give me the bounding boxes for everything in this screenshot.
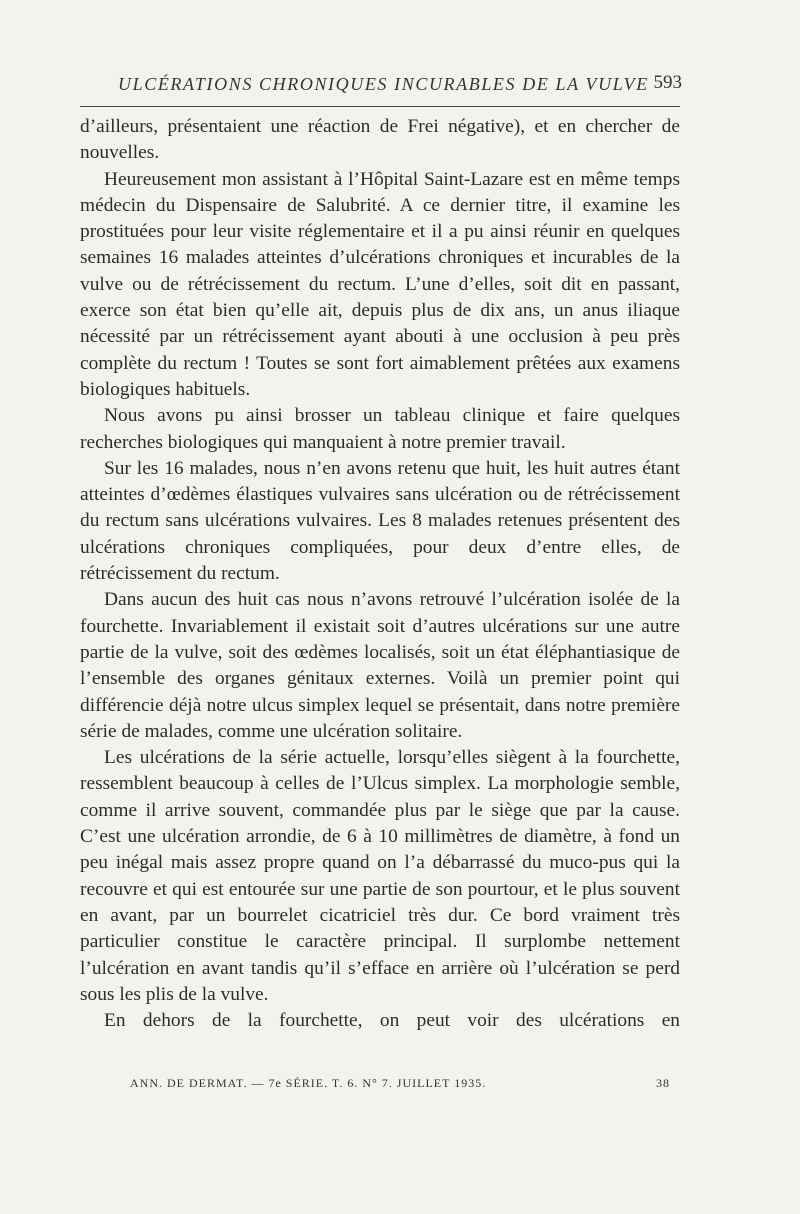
paragraph: Sur les 16 malades, nous n’en avons retenu que huit, les huit autres étant atteintes d’œdèmes élastiques vulvaires sans ulcération ou de rétrécissement du rectum sans ulcérations vulvaires. Les 8 malades retenues présentent des ulcérations chroniques compliquées, pour deux d’entre elles, de rétrécissement du rectum. (80, 457, 680, 585)
page-footer (130, 1076, 670, 1096)
page-number: 593 (653, 72, 682, 93)
paragraph: Dans aucun des huit cas nous n’avons retrouvé l’ulcération isolée de la fourchette. Invariablement il existait soit d’autres ulcérations sur une autre partie de la vulve, soit des œdèmes localisés, soit un état éléphantiasique de l’ensemble des organes génitaux externes. Voilà un premier point qui différencie déjà notre ulcus simplex lequel se présentait, dans notre première série de malades, comme une ulcération solitaire. (80, 589, 680, 742)
page-header (78, 74, 682, 104)
paragraph: Heureusement mon assistant à l’Hôpital Saint-Lazare est en même temps médecin du Dispensaire de Salubrité. A ce dernier titre, il examine les prostituées pour leur visite réglementaire et il a pu ainsi réunir en quelques semaines 16 malades atteintes d’ulcérations chroniques et incurables de la vulve ou de rétrécissement du rectum. L’une d’elles, soit dit en passant, exerce son état bien qu’elle ait, depuis plus de dix ans, un anus iliaque nécessité par un rétrécissement ayant abouti à une occlusion à peu près complète du rectum ! Toutes se sont fort aimablement prêtées aux examens biologiques habituels. (80, 168, 680, 400)
paragraph: Les ulcérations de la série actuelle, lorsqu’elles siègent à la fourchette, ressemblent beaucoup à celles de l’Ulcus simplex. La morphologie semble, comme il arrive souvent, commandée plus par le siège que par la cause. C’est une ulcération arrondie, de 6 à 10 millimètres de diamètre, à fond un peu inégal mais assez propre quand on l’a débarrassé du muco-pus qui la recouvre et qui est entourée sur une partie de son pourtour, et le plus souvent en avant, par un bourrelet cicatriciel très dur. Ce bord vraiment très particulier constitue le caractère principal. Il surplombe nettement l’ulcération en avant tandis qu’il s’efface en arrière où l’ulcération se perd sous les plis de la vulve. (80, 747, 680, 1005)
running-title: ULCÉRATIONS CHRONIQUES INCURABLES DE LA VULVE (118, 74, 649, 94)
paragraph: Nous avons pu ainsi brosser un tableau clinique et faire quelques recherches biologiques qui manquaient à notre premier travail. (80, 405, 680, 453)
paragraph: d’ailleurs, présentaient une réaction de Frei négative), et en chercher de nouvelles. (80, 116, 680, 164)
signature-mark: 38 (656, 1076, 670, 1090)
body-text (80, 114, 680, 1034)
journal-citation: ANN. DE DERMAT. — 7e SÉRIE. T. 6. N° 7. JUILLET 1935. (130, 1076, 487, 1090)
header-rule (80, 106, 680, 107)
paragraph: En dehors de la fourchette, on peut voir des ulcérations en (104, 1010, 680, 1032)
